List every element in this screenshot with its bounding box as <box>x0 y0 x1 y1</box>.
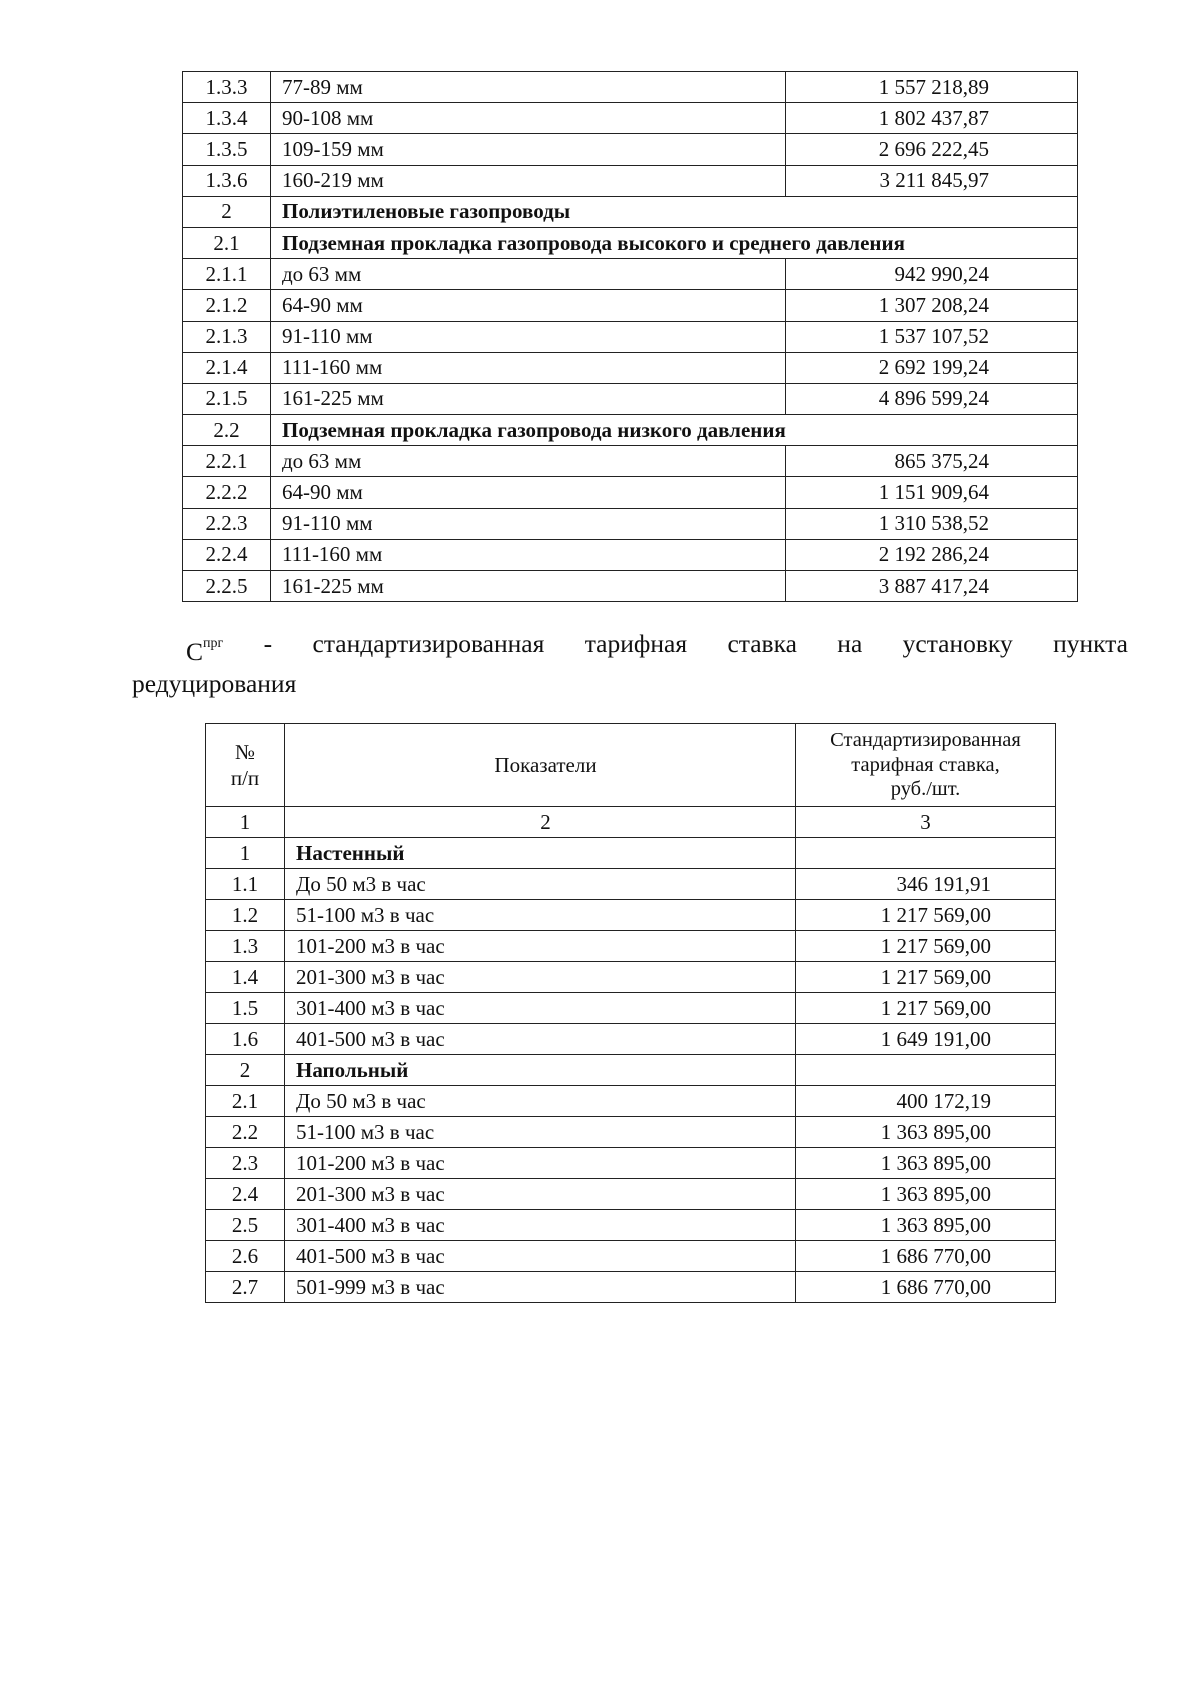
row-number: 2.1.2 <box>183 290 271 321</box>
table-row <box>206 962 1056 993</box>
row-number: 2.1.4 <box>183 352 271 383</box>
row-number: 2.3 <box>206 1148 285 1179</box>
table-row <box>183 352 1078 383</box>
row-value: 400 172,19 <box>796 1086 1056 1117</box>
row-name: 501-999 м3 в час <box>285 1272 796 1303</box>
header-indicators: Показатели <box>285 724 796 807</box>
row-value: 1 151 909,64 <box>786 477 1078 508</box>
prg-rate-paragraph-line2: редуцирования <box>132 669 297 698</box>
section-title: Настенный <box>285 838 796 869</box>
row-value: 2 692 199,24 <box>786 352 1078 383</box>
row-value: 1 363 895,00 <box>796 1210 1056 1241</box>
table-row <box>183 259 1078 290</box>
paragraph-word: тарифная <box>584 629 688 658</box>
row-value: 1 557 218,89 <box>786 72 1078 103</box>
row-name: 109-159 мм <box>271 134 786 165</box>
prg-rate-paragraph <box>132 628 1128 700</box>
row-value: 2 192 286,24 <box>786 539 1078 570</box>
row-name: 160-219 мм <box>271 165 786 196</box>
table-row <box>183 103 1078 134</box>
row-number: 1.3.3 <box>183 72 271 103</box>
row-name: До 50 м3 в час <box>285 1086 796 1117</box>
table-row <box>183 446 1078 477</box>
row-name: 64-90 мм <box>271 290 786 321</box>
row-number: 1 <box>206 838 285 869</box>
row-name: До 50 м3 в час <box>285 869 796 900</box>
row-number: 1.5 <box>206 993 285 1024</box>
table-row <box>183 290 1078 321</box>
paragraph-word: стандартизированная <box>312 629 545 658</box>
row-value <box>796 1055 1056 1086</box>
row-value: 1 649 191,00 <box>796 1024 1056 1055</box>
row-value <box>796 838 1056 869</box>
row-number: 2.2.3 <box>183 508 271 539</box>
row-name: 301-400 м3 в час <box>285 993 796 1024</box>
table-row <box>206 1179 1056 1210</box>
row-name: 111-160 мм <box>271 539 786 570</box>
row-value: 1 363 895,00 <box>796 1179 1056 1210</box>
reduction-point-rates-table <box>205 723 1056 1303</box>
steel-pipe-rates-table-body <box>183 72 1078 602</box>
table-row <box>206 1148 1056 1179</box>
table-row <box>183 383 1078 414</box>
row-value: 1 686 770,00 <box>796 1272 1056 1303</box>
row-name: 90-108 мм <box>271 103 786 134</box>
row-name: 91-110 мм <box>271 508 786 539</box>
row-value: 1 686 770,00 <box>796 1241 1056 1272</box>
paragraph-word: - <box>263 629 273 658</box>
row-value: 1 363 895,00 <box>796 1148 1056 1179</box>
prg-rate-paragraph-line1 <box>132 628 1128 668</box>
row-number: 2.2 <box>183 415 271 446</box>
row-name: 161-225 мм <box>271 571 786 602</box>
row-number: 2.1.3 <box>183 321 271 352</box>
table-section-row <box>183 196 1078 227</box>
row-name: 101-200 м3 в час <box>285 1148 796 1179</box>
row-value: 1 310 538,52 <box>786 508 1078 539</box>
row-number: 2.2.5 <box>183 571 271 602</box>
row-value: 1 217 569,00 <box>796 931 1056 962</box>
row-number: 2 <box>183 196 271 227</box>
table-row <box>206 900 1056 931</box>
column-number: 1 <box>206 807 285 838</box>
reduction-point-rates-table-body <box>206 724 1056 1303</box>
row-number: 2.6 <box>206 1241 285 1272</box>
row-number: 1.4 <box>206 962 285 993</box>
table-row <box>206 1117 1056 1148</box>
table-row <box>183 72 1078 103</box>
row-value: 4 896 599,24 <box>786 383 1078 414</box>
column-number: 2 <box>285 807 796 838</box>
table-section-row <box>206 838 1056 869</box>
row-name: 101-200 м3 в час <box>285 931 796 962</box>
row-number: 2.4 <box>206 1179 285 1210</box>
column-number: 3 <box>796 807 1056 838</box>
prg-superscript: прг <box>203 636 224 651</box>
row-value: 1 307 208,24 <box>786 290 1078 321</box>
row-name: 401-500 м3 в час <box>285 1024 796 1055</box>
table-row <box>206 931 1056 962</box>
row-value: 3 887 417,24 <box>786 571 1078 602</box>
table-section-row <box>183 415 1078 446</box>
row-number: 2.2.1 <box>183 446 271 477</box>
row-value: 1 217 569,00 <box>796 900 1056 931</box>
row-number: 2.2.4 <box>183 539 271 570</box>
row-number: 1.3.6 <box>183 165 271 196</box>
row-name: до 63 мм <box>271 446 786 477</box>
header-rate: Стандартизированная тарифная ставка, руб./шт. <box>796 724 1056 807</box>
table-row <box>206 1210 1056 1241</box>
row-name: 201-300 м3 в час <box>285 962 796 993</box>
table-row <box>206 1272 1056 1303</box>
column-number-row <box>206 807 1056 838</box>
table-row <box>183 539 1078 570</box>
row-number: 2.2.2 <box>183 477 271 508</box>
row-number: 2 <box>206 1055 285 1086</box>
table-row <box>183 508 1078 539</box>
row-number: 2.1.1 <box>183 259 271 290</box>
table-row <box>183 165 1078 196</box>
paragraph-word: пункта <box>1053 629 1128 658</box>
row-number: 2.1 <box>206 1086 285 1117</box>
table-header-row <box>206 724 1056 807</box>
row-number: 2.1 <box>183 227 271 258</box>
table-row <box>183 477 1078 508</box>
row-name: 51-100 м3 в час <box>285 1117 796 1148</box>
row-number: 1.3.5 <box>183 134 271 165</box>
row-value: 2 696 222,45 <box>786 134 1078 165</box>
row-name: 201-300 м3 в час <box>285 1179 796 1210</box>
table-row <box>206 1241 1056 1272</box>
row-value: 1 802 437,87 <box>786 103 1078 134</box>
table-row <box>183 134 1078 165</box>
section-title: Напольный <box>285 1055 796 1086</box>
row-name: 401-500 м3 в час <box>285 1241 796 1272</box>
row-number: 1.1 <box>206 869 285 900</box>
row-number: 1.3 <box>206 931 285 962</box>
table-section-row <box>183 227 1078 258</box>
prg-symbol: $С^{прг}$ <box>186 636 224 666</box>
row-number: 2.5 <box>206 1210 285 1241</box>
table-row <box>183 321 1078 352</box>
row-value: 1 363 895,00 <box>796 1117 1056 1148</box>
paragraph-word: установку <box>902 629 1013 658</box>
row-value: 1 537 107,52 <box>786 321 1078 352</box>
row-value: 1 217 569,00 <box>796 993 1056 1024</box>
row-name: до 63 мм <box>271 259 786 290</box>
row-number: 2.2 <box>206 1117 285 1148</box>
row-name: 51-100 м3 в час <box>285 900 796 931</box>
row-number: 1.2 <box>206 900 285 931</box>
row-value: 865 375,24 <box>786 446 1078 477</box>
row-number: 2.1.5 <box>183 383 271 414</box>
row-value: 3 211 845,97 <box>786 165 1078 196</box>
section-title: Полиэтиленовые газопроводы <box>271 196 1078 227</box>
table-row <box>206 993 1056 1024</box>
steel-pipe-rates-table <box>182 71 1078 602</box>
paragraph-word: на <box>837 629 863 658</box>
section-title: Подземная прокладка газопровода высокого и среднего давления <box>271 227 1078 258</box>
row-name: 161-225 мм <box>271 383 786 414</box>
row-value: 942 990,24 <box>786 259 1078 290</box>
row-number: 1.6 <box>206 1024 285 1055</box>
table-row <box>206 1024 1056 1055</box>
header-num: № п/п <box>206 724 285 807</box>
row-name: 77-89 мм <box>271 72 786 103</box>
row-name: 111-160 мм <box>271 352 786 383</box>
table-row <box>206 1086 1056 1117</box>
table-row <box>183 571 1078 602</box>
row-value: 346 191,91 <box>796 869 1056 900</box>
row-number: 1.3.4 <box>183 103 271 134</box>
table-row <box>206 869 1056 900</box>
row-name: 64-90 мм <box>271 477 786 508</box>
section-title: Подземная прокладка газопровода низкого давления <box>271 415 1078 446</box>
row-name: 91-110 мм <box>271 321 786 352</box>
row-value: 1 217 569,00 <box>796 962 1056 993</box>
paragraph-word: ставка <box>727 629 797 658</box>
table-section-row <box>206 1055 1056 1086</box>
row-number: 2.7 <box>206 1272 285 1303</box>
row-name: 301-400 м3 в час <box>285 1210 796 1241</box>
